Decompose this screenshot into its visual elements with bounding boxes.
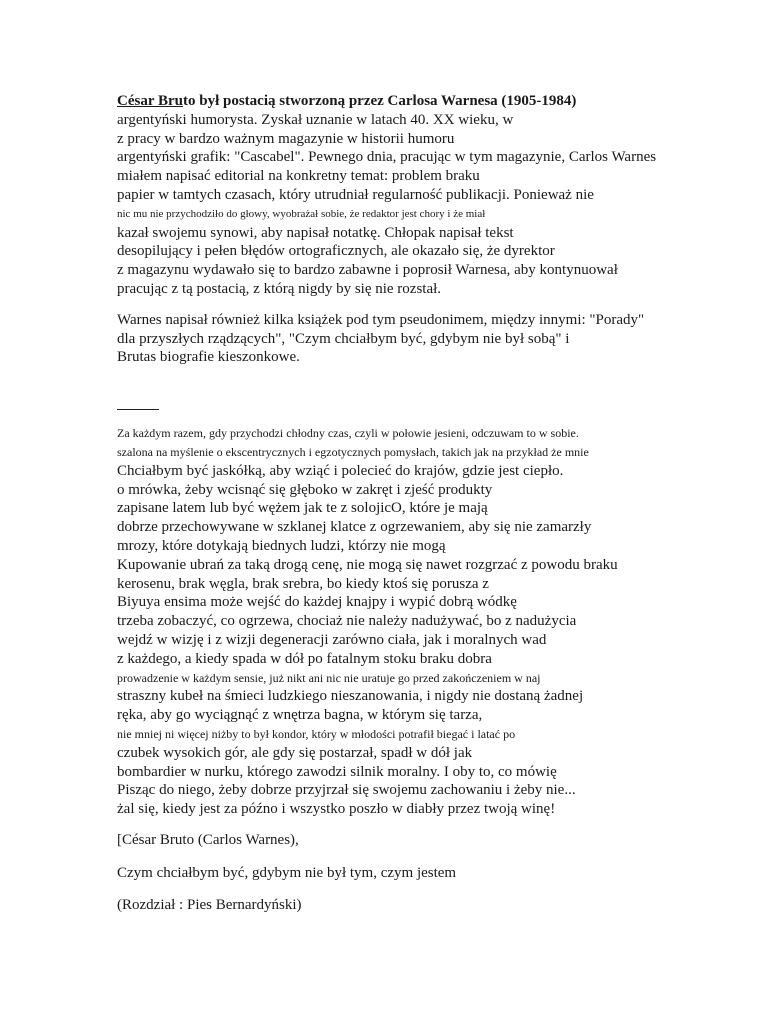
text-line: nie mniej ni więcej niżby to był kondor, który w młodości potrafił biegać i latać po	[117, 726, 516, 741]
document-page	[117, 92, 657, 915]
text-line: nic mu nie przychodziło do głowy, wyobrażał sobie, że redaktor jest chory i że miał	[117, 207, 486, 220]
heading-rest: był postacią stworzoną przez Carlosa Warnesa (1905-1984)	[195, 93, 577, 109]
text-line: mrozy, które dotykają biednych ludzi, którzy nie mogą	[117, 537, 446, 554]
document-heading	[117, 92, 657, 111]
text-line: miałem napisać editorial na konkretny temat: problem braku	[117, 168, 480, 185]
citation-book-title: Czym chciałbym być, gdybym nie był tym, czym jestem	[117, 864, 457, 881]
text-line: żal się, kiedy jest za późno i wszystko poszło w diabły przez twoją winę!	[117, 801, 556, 818]
heading-name-rest: to	[182, 93, 196, 109]
quoted-excerpt	[117, 424, 657, 819]
text-line: Warnes napisał również kilka książek pod tym pseudonimem, między innymi: "Porady"	[117, 311, 645, 328]
text-line: trzeba zobaczyć, co ogrzewa, chociaż nie należy nadużywać, bo z nadużycia	[117, 613, 577, 630]
text-line: desopilujący i pełen błędów ortograficznych, ale okazało się, że dyrektor	[117, 243, 555, 260]
text-line: z magazynu wydawało się to bardzo zabawne i poprosił Warnesa, aby kontynuował	[117, 262, 618, 279]
text-line: szalona na myślenie o ekscentrycznych i egzotycznych pomysłach, takich jak na przykład że mnie	[117, 444, 589, 459]
text-line: Brutas biografie kieszonkowe.	[117, 349, 300, 366]
text-line: pracując z tą postacią, z którą nigdy by się nie rozstał.	[117, 280, 442, 297]
paragraph-books	[117, 311, 657, 367]
text-line: argentyński humorysta. Zyskał uznanie w latach 40. XX wieku, w	[117, 111, 514, 128]
text-line: Za każdym razem, gdy przychodzi chłodny czas, czyli w połowie jesieni, odczuwam to w sobie.	[117, 426, 579, 441]
text-line: wejdź w wizję i z wizji degeneracji zarówno ciała, jak i moralnych wad	[117, 631, 547, 648]
text-line: ręka, aby go wyciągnąć z wnętrza bagna, w którym się tarza,	[117, 707, 483, 724]
text-line: czubek wysokich gór, ale gdy się postarzał, spadł w dół jak	[117, 744, 473, 761]
text-line: z pracy w bardzo ważnym magazynie w historii humoru	[117, 130, 455, 147]
text-line: dla przyszłych rządzących", "Czym chciałbym być, gdybym nie był sobą" i	[117, 330, 570, 347]
text-line: dobrze przechowywane w szklanej klatce z ogrzewaniem, aby się nie zamarzły	[117, 519, 592, 536]
text-line: prowadzenie w każdym sensie, już nikt ani nic nie uratuje go przed zakończeniem w naj	[117, 670, 541, 685]
text-line: argentyński grafik: "Cascabel". Pewnego dnia, pracując w tym magazynie, Carlos Warnes	[117, 149, 657, 166]
text-line: o mrówka, żeby wcisnąć się głęboko w zakręt i zjeść produkty	[117, 481, 493, 498]
text-line: straszny kubeł na śmieci ludzkiego nieszanowania, i nigdy nie dostaną żadnej	[117, 688, 584, 705]
text-line: z każdego, a kiedy spada w dół po fatalnym stoku braku dobra	[117, 650, 492, 667]
text-line: kazał swojemu synowi, aby napisał notatkę. Chłopak napisał tekst	[117, 224, 514, 241]
text-line: bombardier w nurku, którego zawodzi silnik moralny. I oby to, co mówię	[117, 763, 557, 780]
text-line: Kupowanie ubrań za taką drogą cenę, nie mogą się nawet rozgrzać z powodu braku	[117, 556, 618, 573]
heading-name-underlined: César Bru	[117, 93, 183, 109]
text-line: Biyuya ensima może wejść do każdej knajpy i wypić dobrą wódkę	[117, 594, 517, 611]
citation-author: [César Bruto (Carlos Warnes),	[117, 831, 299, 848]
section-divider	[117, 409, 159, 410]
text-line: Chciałbym być jaskółką, aby wziąć i polecieć do krajów, gdzie jest ciepło.	[117, 462, 564, 479]
text-line: zapisane latem lub być wężem jak te z solojicO, które je mają	[117, 500, 488, 517]
citation-chapter: (Rozdział : Pies Bernardyński)	[117, 897, 302, 914]
text-line: papier w tamtych czasach, który utrudniał regularność publikacji. Ponieważ nie	[117, 186, 594, 203]
text-line: Pisząc do niego, żeby dobrze przyjrzał się swojemu zachowaniu i żeby nie...	[117, 782, 576, 799]
paragraph-biography	[117, 111, 657, 299]
text-line: kerosenu, brak węgla, brak srebra, bo kiedy ktoś się porusza z	[117, 575, 489, 592]
